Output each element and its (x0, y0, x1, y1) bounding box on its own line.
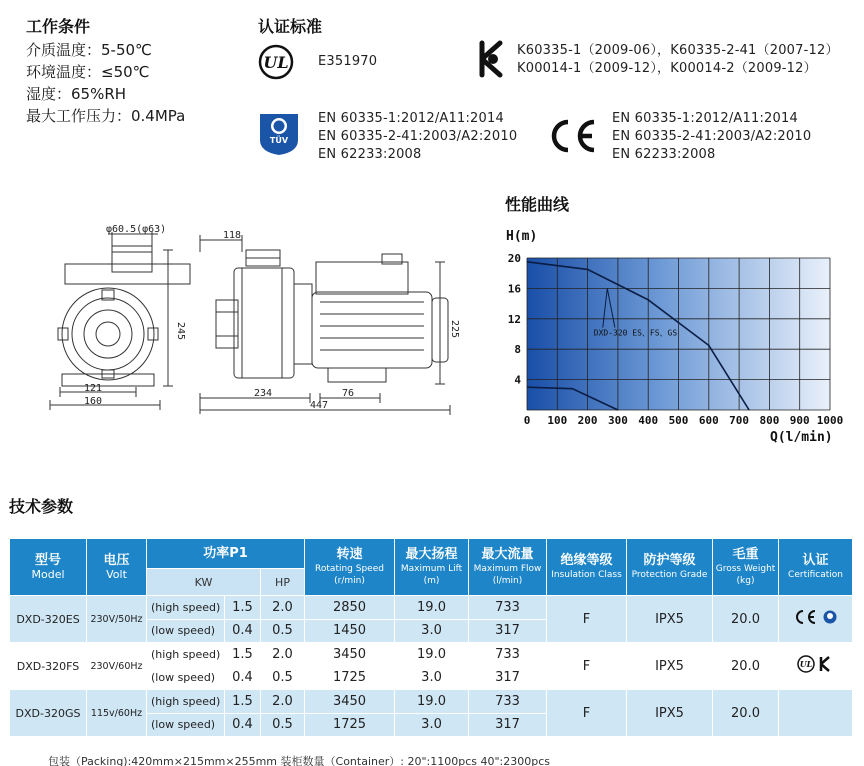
ce-standard-line: EN 60335-2-41:2003/A2:2010 (612, 129, 812, 144)
tuv-standard-line: EN 60335-2-41:2003/A2:2010 (318, 129, 518, 144)
cell-hp: 2.0 (261, 690, 305, 714)
header-hp: HP (261, 569, 305, 596)
cell-hp: 2.0 (261, 596, 305, 620)
working-condition-humidity: 湿度：65%RH (26, 85, 127, 103)
y-tick-label: 16 (507, 282, 521, 296)
cell-protection: IPX5 (627, 596, 713, 643)
working-condition-medium-temp: 介质温度：5-50℃ (26, 41, 152, 59)
y-tick-label: 20 (507, 252, 521, 265)
header-volt: 电压 Volt (87, 539, 147, 596)
ce-standards (612, 110, 811, 164)
dim-234: 234 (254, 388, 273, 399)
cell-lift: 3.0 (395, 619, 469, 643)
cell-volt: 115v/60Hz (87, 690, 147, 737)
header-speed: 转速 Rotating Speed (r/min) (305, 539, 395, 596)
cell-weight: 20.0 (713, 690, 779, 737)
x-tick-label: 600 (698, 414, 719, 427)
kc-standards (517, 42, 839, 78)
tuv-standard-line: EN 62233:2008 (318, 147, 422, 162)
ce-standard-line: EN 60335-1:2012/A11:2014 (612, 111, 798, 126)
working-conditions-list (26, 39, 185, 127)
svg-text:UL: UL (263, 53, 289, 72)
cell-certification (779, 596, 853, 643)
side-view-motor (312, 292, 432, 368)
svg-text:UL: UL (799, 659, 812, 669)
cell-hp: 0.5 (261, 666, 305, 690)
cell-kw: 1.5 (225, 643, 261, 667)
cell-flow: 733 (469, 643, 547, 667)
header-flow: 最大流量 Maximum Flow (l/min) (469, 539, 547, 596)
cell-flow: 317 (469, 713, 547, 737)
x-tick-label: 900 (789, 414, 810, 427)
table-row (10, 643, 853, 667)
cell-weight: 20.0 (713, 596, 779, 643)
chart-x-label: Q(l/min) (770, 430, 833, 445)
tuv-standard-line: EN 60335-1:2012/A11:2014 (318, 111, 504, 126)
cell-model: DXD-320ES (10, 596, 87, 643)
dim-flange: φ60.5(φ63) (106, 224, 167, 235)
ul-mark-icon (796, 654, 836, 674)
cell-volt: 230V/60Hz (87, 643, 147, 690)
cell-hp: 0.5 (261, 713, 305, 737)
tuv-standards (318, 110, 517, 164)
cell-speed-label: (low speed) (147, 666, 225, 690)
cell-flow: 317 (469, 619, 547, 643)
kc-logo-icon (476, 40, 506, 78)
cell-hp: 2.0 (261, 643, 305, 667)
dim-118: 118 (223, 230, 242, 241)
cell-hp: 0.5 (261, 619, 305, 643)
cell-speed: 3450 (305, 643, 395, 667)
specs-title: 技术参数 (9, 497, 74, 516)
cell-kw: 0.4 (225, 619, 261, 643)
cell-speed: 1450 (305, 619, 395, 643)
cell-kw: 0.4 (225, 713, 261, 737)
header-certification: 认证 Certification (779, 539, 853, 596)
front-view-top-housing (65, 264, 190, 284)
x-tick-label: 800 (759, 414, 780, 427)
cell-speed-label: (high speed) (147, 690, 225, 714)
dim-225: 225 (449, 320, 460, 339)
working-condition-ambient-temp: 环境温度：≤50℃ (26, 63, 150, 81)
performance-title: 性能曲线 (505, 195, 570, 214)
header-lift: 最大扬程 Maximum Lift (m) (395, 539, 469, 596)
cell-lift: 3.0 (395, 713, 469, 737)
y-tick-label: 8 (514, 343, 521, 357)
x-tick-label: 300 (607, 414, 628, 427)
tuv-logo-icon (258, 112, 300, 156)
cell-protection: IPX5 (627, 643, 713, 690)
cell-certification (779, 643, 853, 690)
cell-model: DXD-320FS (10, 643, 87, 690)
cell-insulation: F (547, 690, 627, 737)
dim-121: 121 (84, 383, 103, 394)
working-condition-max-pressure: 最大工作压力：0.4MPa (26, 107, 186, 125)
cell-lift: 19.0 (395, 596, 469, 620)
dim-447: 447 (310, 400, 329, 411)
ce-logo-icon (546, 116, 598, 156)
cell-insulation: F (547, 643, 627, 690)
cell-flow: 317 (469, 666, 547, 690)
cell-flow: 733 (469, 690, 547, 714)
front-view-inlet-flange (112, 246, 152, 272)
cell-certification (779, 690, 853, 737)
x-tick-label: 0 (523, 414, 531, 427)
header-protection: 防护等级 Protection Grade (627, 539, 713, 596)
dim-76: 76 (342, 388, 355, 399)
cell-weight: 20.0 (713, 643, 779, 690)
cell-insulation: F (547, 596, 627, 643)
cell-speed: 1725 (305, 666, 395, 690)
cell-volt: 230V/50Hz (87, 596, 147, 643)
cell-model: DXD-320GS (10, 690, 87, 737)
cell-lift: 19.0 (395, 643, 469, 667)
spec-table (9, 538, 853, 737)
packing-info: 包装（Packing):420mm×215mm×255mm 装柜数量（Container）: 20":1100pcs 40":2300pcs (48, 755, 551, 766)
cell-lift: 19.0 (395, 690, 469, 714)
header-kw: KW (147, 569, 261, 596)
x-tick-label: 200 (577, 414, 598, 427)
cell-lift: 3.0 (395, 666, 469, 690)
performance-chart (500, 222, 850, 447)
header-power: 功率P1 (147, 539, 305, 569)
chart-y-label: H(m) (506, 229, 538, 244)
ul-code: E351970 (318, 54, 378, 69)
dim-245: 245 (175, 322, 186, 341)
kc-standard-line: K60335-1（2009-06），K60335-2-41（2007-12） (517, 43, 839, 58)
ce-standard-line: EN 62233:2008 (612, 147, 716, 162)
cell-speed-label: (high speed) (147, 643, 225, 667)
cell-kw: 1.5 (225, 596, 261, 620)
dim-160: 160 (84, 396, 103, 407)
front-view-pump-body (62, 288, 154, 380)
cell-speed: 3450 (305, 690, 395, 714)
ce-mark-icon (794, 608, 838, 626)
cell-protection: IPX5 (627, 690, 713, 737)
x-tick-label: 700 (729, 414, 750, 427)
x-tick-label: 500 (668, 414, 689, 427)
chart-series-annotation: DXD-320 ES、FS、GS (593, 328, 678, 338)
certification-title: 认证标准 (258, 17, 323, 36)
kc-standard-line: K00014-1（2009-12），K00014-2（2009-12） (517, 61, 817, 76)
side-view-outlet (216, 300, 238, 348)
x-tick-label: 400 (638, 414, 659, 427)
tuv-logo-label: TÜV (269, 136, 289, 145)
cell-speed: 2850 (305, 596, 395, 620)
working-conditions-title: 工作条件 (26, 17, 91, 36)
cell-speed-label: (low speed) (147, 619, 225, 643)
cell-speed-label: (low speed) (147, 713, 225, 737)
x-tick-label: 1000 (816, 414, 844, 427)
side-view-pump-housing (234, 268, 294, 378)
side-view-terminal-box (316, 262, 408, 294)
x-tick-label: 100 (547, 414, 568, 427)
table-row (10, 690, 853, 714)
cell-flow: 733 (469, 596, 547, 620)
header-model: 型号 Model (10, 539, 87, 596)
cell-speed-label: (high speed) (147, 596, 225, 620)
table-row (10, 596, 853, 620)
ul-logo-icon (258, 44, 294, 80)
cell-speed: 1725 (305, 713, 395, 737)
kc-mark-icon (821, 657, 829, 671)
cell-kw: 1.5 (225, 690, 261, 714)
y-tick-label: 4 (514, 373, 521, 387)
cell-kw: 0.4 (225, 666, 261, 690)
y-tick-label: 12 (507, 312, 521, 326)
pump-dimension-drawing (20, 222, 490, 422)
side-view-base (328, 368, 386, 382)
header-weight: 毛重 Gross Weight (kg) (713, 539, 779, 596)
header-insulation: 绝缘等级 Insulation Class (547, 539, 627, 596)
